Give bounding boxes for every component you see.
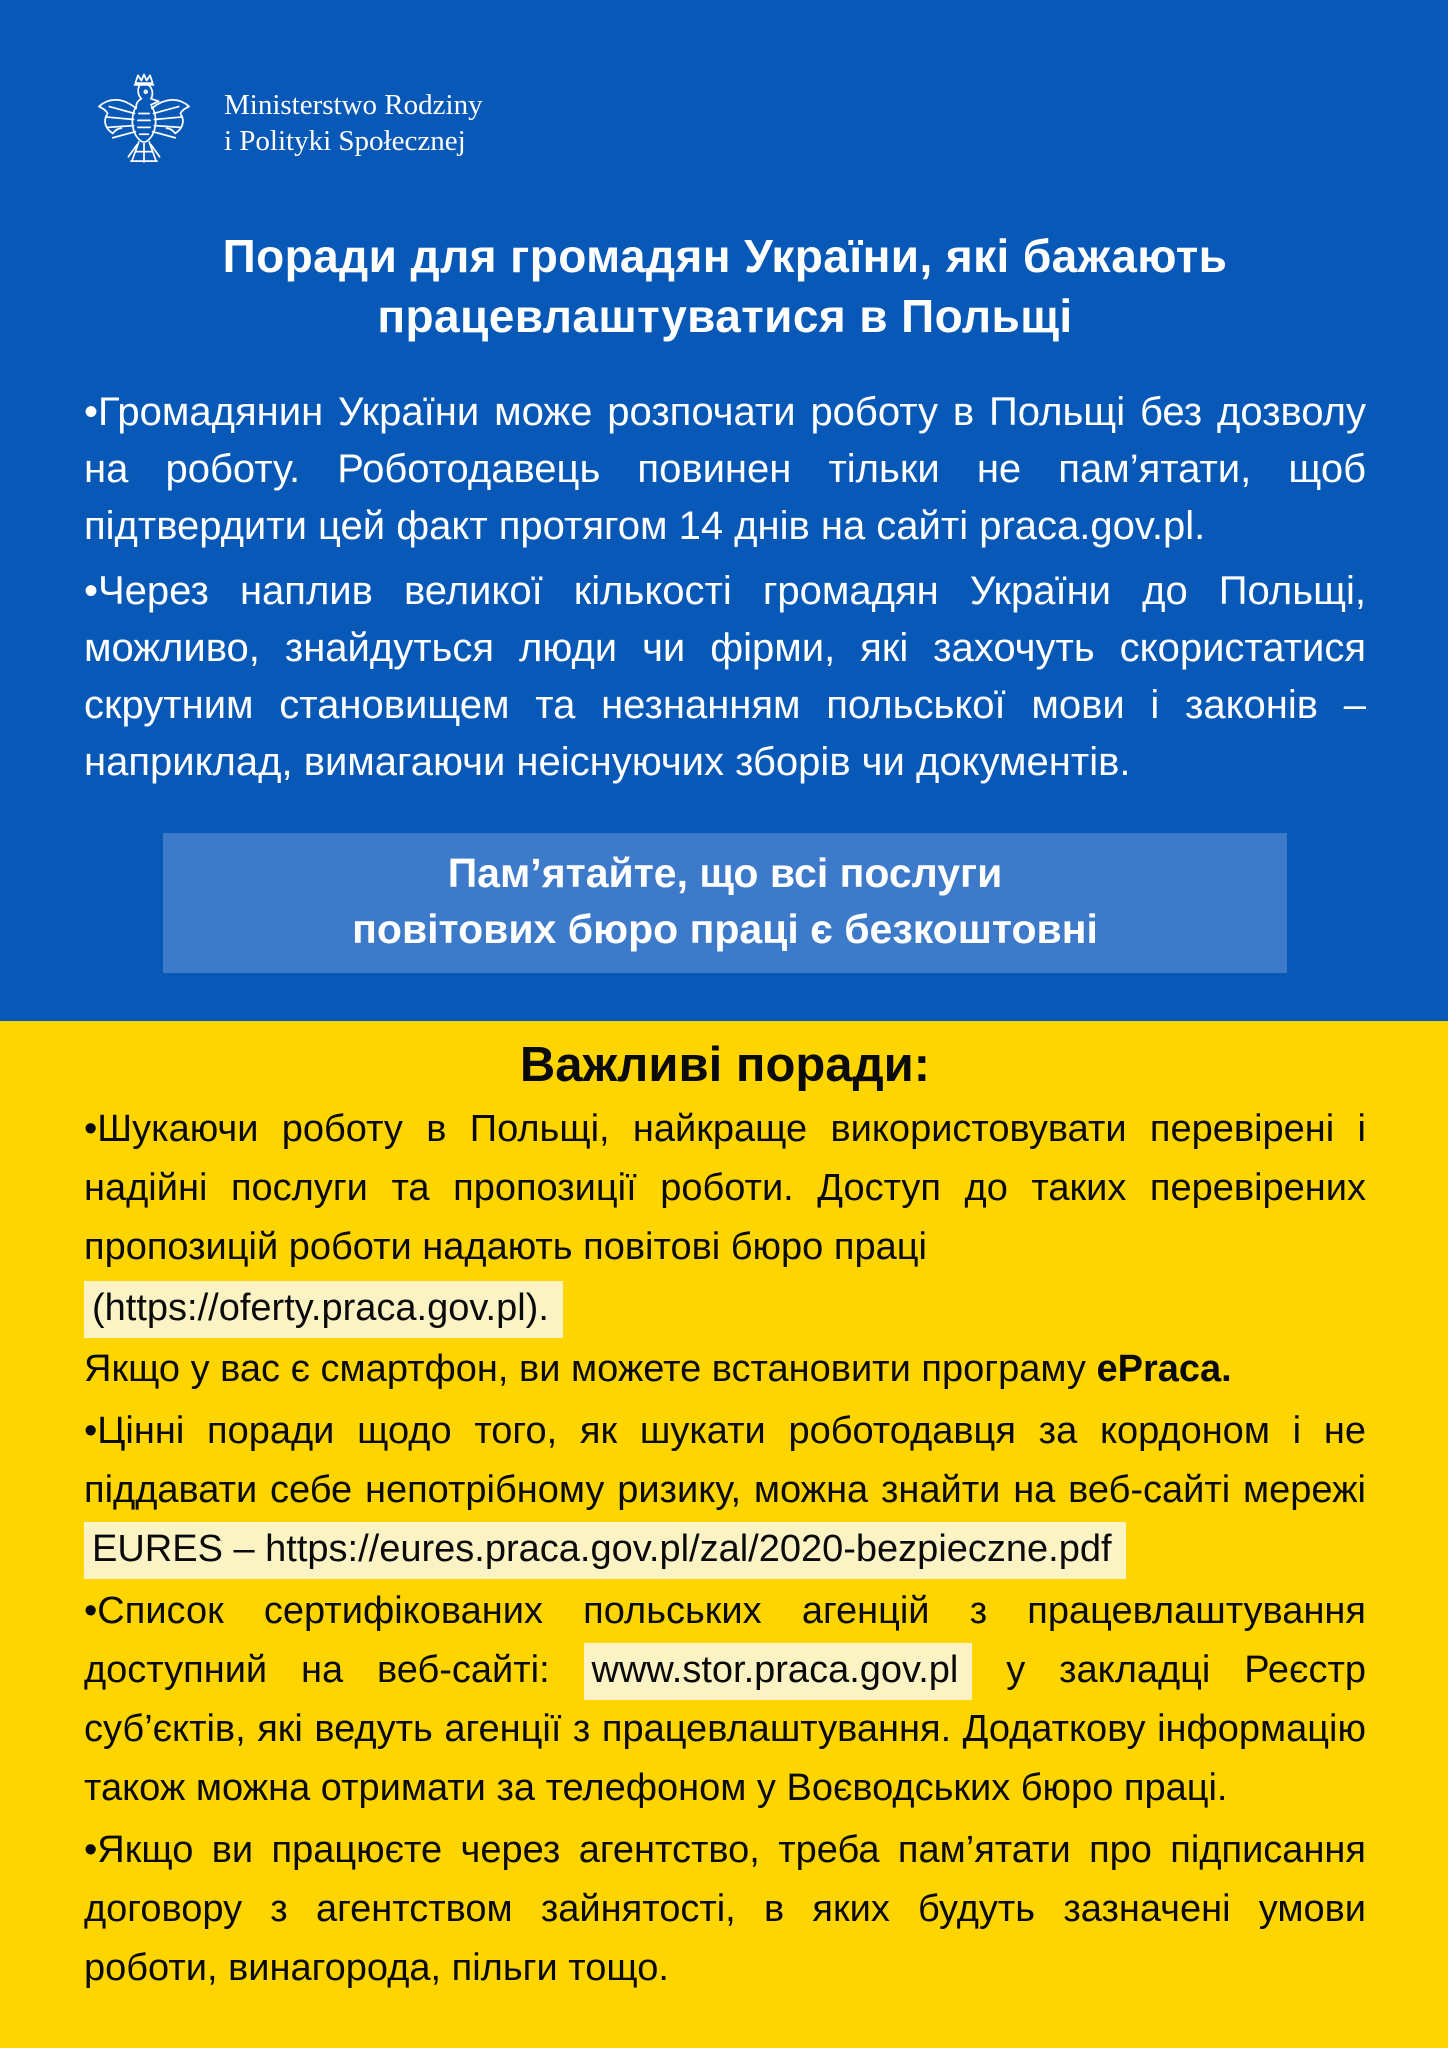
yellow-section <box>0 1021 1448 2048</box>
advice-3-text-before: •Список сертифікованих польських агенцій з працевлаштування доступний на веб-сайті: <box>84 1590 1366 1691</box>
ministry-name <box>224 87 483 159</box>
epraca-app-name: ePraca. <box>1096 1348 1232 1390</box>
ministry-logo <box>92 68 1366 178</box>
stor-link[interactable]: www.stor.praca.gov.pl <box>584 1643 973 1700</box>
advice-1-text: •Шукаючи роботу в Польщі, найкраще використовувати перевірені і надійні послуги та пропозиції роботи. Доступ до таких перевірених пропозицій роботи надають повітові бюро праці <box>84 1108 1366 1268</box>
advice-1-followup <box>84 1340 1366 1399</box>
intro-paragraph-2: •Через наплив великої кількості громадян України до Польщі, можливо, знайдуться люди чи фірми, які захочуть скористатися скрутним становищем та незнанням польської мови і законів – наприклад, вимагаючи неіснуючих зборів чи документів. <box>84 569 1366 784</box>
eures-link[interactable]: EURES – https://eures.praca.gov.pl/zal/2020-bezpieczne.pdf <box>84 1522 1126 1579</box>
advice-1-link-line <box>84 1279 1366 1338</box>
notice-line2: повітових бюро праці є безкоштовні <box>352 906 1098 952</box>
advice-4: •Якщо ви працюєте через агентство, треба пам’ятати про підписання договору з агентством зайнятості, в яких будуть зазначені умови роботи, винагорода, пільги тощо. <box>84 1829 1366 1989</box>
polish-eagle-icon <box>92 68 196 178</box>
advice-3 <box>84 1582 1366 1818</box>
advice-2-text: •Цінні поради щодо того, як шукати роботодавця за кордоном і не піддавати себе непотрібному ризику, можна знайти на веб-сайті мережі <box>84 1410 1366 1511</box>
blue-section <box>0 0 1448 1021</box>
free-services-notice-box <box>163 833 1287 973</box>
notice-line1: Пам’ятайте, що всі послуги <box>447 850 1003 896</box>
intro-paragraph-1: •Громадянин України може розпочати роботу в Польщі без дозволу на роботу. Роботодавець повинен тільки не пам’ятати, щоб підтвердити цей факт протягом 14 днів на сайті praca.gov.pl. <box>84 390 1366 548</box>
ministry-name-line1: Ministerstwo Rodziny <box>224 89 483 121</box>
advice-2 <box>84 1402 1366 1579</box>
ministry-name-line2: i Polityki Społecznej <box>224 125 466 157</box>
advice-1-followup-text: Якщо у вас є смартфон, ви можете встановити програму <box>84 1348 1097 1390</box>
poster-title-line2: працевлаштуватися в Польщі <box>377 290 1073 342</box>
poster-title-line1: Поради для громадян України, які бажають <box>222 230 1228 282</box>
advice-3-text-after: у закладці Реєстр суб’єктів, які ведуть агенції з працевлаштування. Додаткову інформацію також можна отримати за телефоном у Воєводських бюро праці. <box>84 1649 1366 1809</box>
oferty-link[interactable]: (https://oferty.praca.gov.pl). <box>84 1281 563 1338</box>
poster-title <box>84 226 1366 346</box>
advices-heading: Важливі поради: <box>519 1038 931 1092</box>
